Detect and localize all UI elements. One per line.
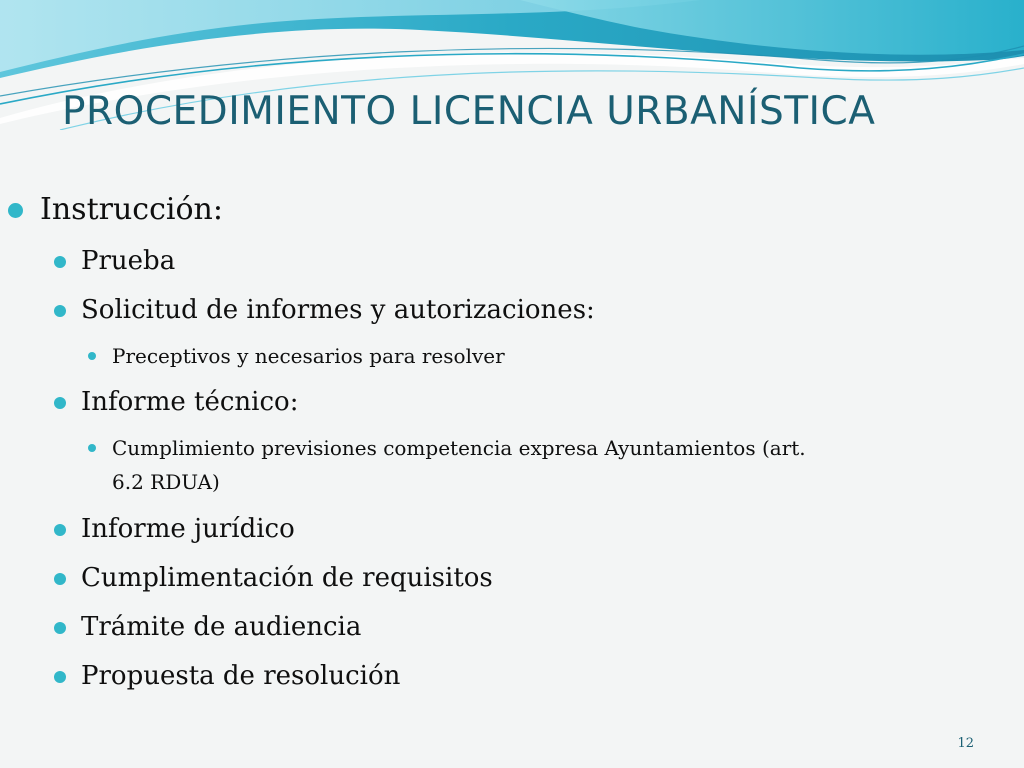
bullet-icon bbox=[54, 397, 66, 409]
bullet-icon bbox=[88, 352, 96, 360]
list-item-text: Instrucción: bbox=[40, 192, 223, 227]
bullet-icon bbox=[88, 444, 96, 452]
list-item bbox=[81, 386, 298, 418]
list-item-text: Solicitud de informes y autorizaciones: bbox=[81, 295, 595, 325]
bullet-icon bbox=[54, 524, 66, 536]
list-item-text: Cumplimentación de requisitos bbox=[81, 563, 493, 593]
list-item-continuation bbox=[112, 465, 220, 499]
slide-title: PROCEDIMIENTO LICENCIA URBANÍSTICA bbox=[62, 89, 876, 134]
list-item bbox=[81, 245, 175, 277]
page-number: 12 bbox=[957, 736, 974, 751]
list-item-text: Informe jurídico bbox=[81, 514, 295, 544]
list-item-text: Preceptivos y necesarios para resolver bbox=[112, 344, 505, 368]
bullet-icon bbox=[54, 622, 66, 634]
list-item bbox=[81, 562, 493, 594]
list-item bbox=[112, 339, 505, 373]
list-item-text: Cumplimiento previsiones competencia expresa Ayuntamientos (art. bbox=[112, 436, 806, 460]
list-item bbox=[112, 431, 806, 465]
bullet-icon bbox=[54, 671, 66, 683]
list-item bbox=[81, 294, 595, 326]
list-item-text: 6.2 RDUA) bbox=[112, 470, 220, 494]
list-item-text: Trámite de audiencia bbox=[81, 612, 362, 642]
bullet-icon bbox=[54, 305, 66, 317]
list-item-text: Propuesta de resolución bbox=[81, 661, 401, 691]
bullet-icon bbox=[54, 573, 66, 585]
list-item-text: Prueba bbox=[81, 246, 176, 276]
list-item bbox=[81, 513, 295, 545]
list-item bbox=[81, 660, 400, 692]
bullet-icon bbox=[54, 256, 66, 268]
list-item bbox=[81, 611, 361, 643]
list-item-text: Informe técnico: bbox=[81, 387, 299, 417]
list-item bbox=[40, 192, 223, 228]
bullet-icon bbox=[8, 203, 23, 218]
